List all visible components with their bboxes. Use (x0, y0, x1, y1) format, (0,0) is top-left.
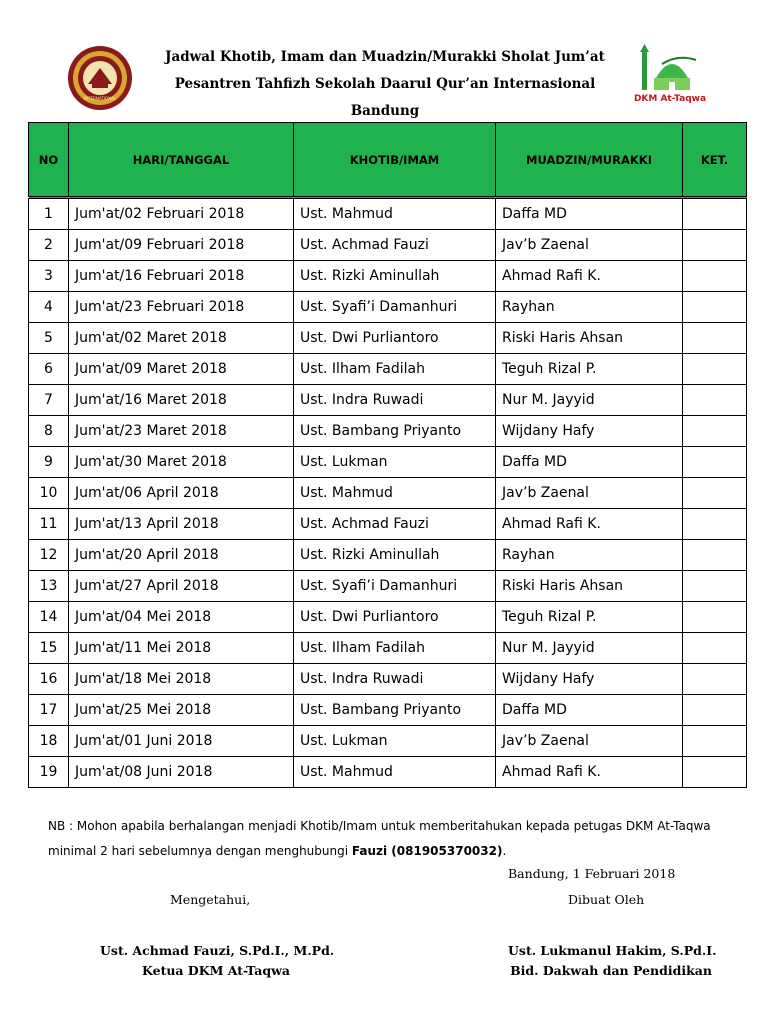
cell-no: 15 (29, 633, 69, 664)
table-row (29, 695, 747, 726)
cell-date: Jum'at/27 April 2018 (69, 571, 294, 602)
cell-no: 19 (29, 757, 69, 788)
cell-khotib: Ust. Ilham Fadilah (294, 354, 496, 385)
place-date: Bandung, 1 Februari 2018 (508, 866, 676, 881)
cell-muadzin: Teguh Rizal P. (496, 602, 683, 633)
header-institution: Pesantren Tahfizh Sekolah Daarul Qur’an Internasional Bandung (174, 76, 596, 119)
cell-khotib: Ust. Rizki Aminullah (294, 261, 496, 292)
header-ket: KET. (683, 123, 747, 198)
cell-khotib: Ust. Mahmud (294, 198, 496, 230)
cell-no: 16 (29, 664, 69, 695)
cell-muadzin: Rayhan (496, 540, 683, 571)
cell-muadzin: Daffa MD (496, 447, 683, 478)
cell-date: Jum'at/11 Mei 2018 (69, 633, 294, 664)
schedule-table (28, 122, 747, 788)
cell-date: Jum'at/16 Maret 2018 (69, 385, 294, 416)
table-body (29, 198, 747, 788)
cell-ket (683, 198, 747, 230)
table-row (29, 230, 747, 261)
cell-muadzin: Ahmad Rafi K. (496, 509, 683, 540)
right-signatory-name: Ust. Lukmanul Hakim, S.Pd.I. (508, 943, 717, 958)
cell-ket (683, 478, 747, 509)
note-paragraph (48, 814, 738, 864)
table-row (29, 198, 747, 230)
cell-no: 18 (29, 726, 69, 757)
cell-muadzin: Ahmad Rafi K. (496, 261, 683, 292)
cell-no: 2 (29, 230, 69, 261)
cell-muadzin: Riski Haris Ahsan (496, 323, 683, 354)
cell-no: 14 (29, 602, 69, 633)
cell-khotib: Ust. Dwi Purliantoro (294, 323, 496, 354)
cell-muadzin: Riski Haris Ahsan (496, 571, 683, 602)
table-row (29, 726, 747, 757)
table-row (29, 757, 747, 788)
table-row (29, 385, 747, 416)
cell-muadzin: Wijdany Hafy (496, 416, 683, 447)
cell-muadzin: Daffa MD (496, 198, 683, 230)
table-row (29, 633, 747, 664)
cell-date: Jum'at/09 Maret 2018 (69, 354, 294, 385)
cell-no: 10 (29, 478, 69, 509)
cell-date: Jum'at/09 Februari 2018 (69, 230, 294, 261)
left-signatory-title: Ketua DKM At-Taqwa (142, 963, 290, 978)
cell-ket (683, 602, 747, 633)
cell-no: 7 (29, 385, 69, 416)
cell-ket (683, 509, 747, 540)
cell-muadzin: Jav’b Zaenal (496, 726, 683, 757)
table-row (29, 664, 747, 695)
cell-khotib: Ust. Indra Ruwadi (294, 664, 496, 695)
table-header-row (29, 123, 747, 198)
cell-date: Jum'at/16 Februari 2018 (69, 261, 294, 292)
cell-ket (683, 261, 747, 292)
cell-ket (683, 292, 747, 323)
dkm-logo-caption: DKM At-Taqwa (633, 94, 707, 104)
cell-muadzin: Daffa MD (496, 695, 683, 726)
cell-no: 9 (29, 447, 69, 478)
table-row (29, 323, 747, 354)
cell-muadzin: Rayhan (496, 292, 683, 323)
table-row (29, 571, 747, 602)
cell-date: Jum'at/23 Maret 2018 (69, 416, 294, 447)
cell-khotib: Ust. Lukman (294, 726, 496, 757)
cell-date: Jum'at/01 Juni 2018 (69, 726, 294, 757)
table-row (29, 602, 747, 633)
cell-khotib: Ust. Syafi’i Damanhuri (294, 571, 496, 602)
table-row (29, 540, 747, 571)
cell-date: Jum'at/25 Mei 2018 (69, 695, 294, 726)
header-date: HARI/TANGGAL (69, 123, 294, 198)
table-row (29, 354, 747, 385)
cell-khotib: Ust. Rizki Aminullah (294, 540, 496, 571)
cell-khotib: Ust. Bambang Priyanto (294, 416, 496, 447)
cell-khotib: Ust. Ilham Fadilah (294, 633, 496, 664)
cell-ket (683, 695, 747, 726)
crest-text: INTERNATIONAL (83, 96, 117, 101)
cell-ket (683, 664, 747, 695)
cell-ket (683, 385, 747, 416)
table-row (29, 292, 747, 323)
cell-date: Jum'at/13 April 2018 (69, 509, 294, 540)
cell-date: Jum'at/18 Mei 2018 (69, 664, 294, 695)
cell-muadzin: Teguh Rizal P. (496, 354, 683, 385)
cell-khotib: Ust. Bambang Priyanto (294, 695, 496, 726)
cell-date: Jum'at/30 Maret 2018 (69, 447, 294, 478)
table-row (29, 447, 747, 478)
cell-no: 17 (29, 695, 69, 726)
cell-ket (683, 323, 747, 354)
cell-date: Jum'at/08 Juni 2018 (69, 757, 294, 788)
cell-khotib: Ust. Lukman (294, 447, 496, 478)
note-end: . (502, 844, 507, 858)
cell-date: Jum'at/23 Februari 2018 (69, 292, 294, 323)
cell-khotib: Ust. Mahmud (294, 478, 496, 509)
cell-khotib: Ust. Achmad Fauzi (294, 230, 496, 261)
cell-no: 11 (29, 509, 69, 540)
cell-no: 5 (29, 323, 69, 354)
cell-no: 13 (29, 571, 69, 602)
table-row (29, 416, 747, 447)
cell-no: 6 (29, 354, 69, 385)
cell-khotib: Ust. Achmad Fauzi (294, 509, 496, 540)
cell-date: Jum'at/02 Februari 2018 (69, 198, 294, 230)
cell-no: 4 (29, 292, 69, 323)
cell-ket (683, 633, 747, 664)
cell-ket (683, 354, 747, 385)
cell-khotib: Ust. Mahmud (294, 757, 496, 788)
cell-khotib: Ust. Dwi Purliantoro (294, 602, 496, 633)
header-khotib: KHOTIB/IMAM (294, 123, 496, 198)
left-signatory-name: Ust. Achmad Fauzi, S.Pd.I., M.Pd. (100, 943, 335, 958)
cell-khotib: Ust. Syafi’i Damanhuri (294, 292, 496, 323)
table-row (29, 478, 747, 509)
prepared-by-label: Dibuat Oleh (568, 892, 645, 907)
right-signatory-title: Bid. Dakwah dan Pendidikan (510, 963, 712, 978)
cell-ket (683, 416, 747, 447)
cell-date: Jum'at/04 Mei 2018 (69, 602, 294, 633)
header-no: NO (29, 123, 69, 198)
header-muadzin: MUADZIN/MURAKKI (496, 123, 683, 198)
cell-ket (683, 230, 747, 261)
cell-date: Jum'at/06 April 2018 (69, 478, 294, 509)
cell-no: 3 (29, 261, 69, 292)
cell-muadzin: Nur M. Jayyid (496, 385, 683, 416)
cell-muadzin: Jav’b Zaenal (496, 478, 683, 509)
cell-date: Jum'at/02 Maret 2018 (69, 323, 294, 354)
acknowledged-label: Mengetahui, (170, 892, 251, 907)
header-title: Jadwal Khotib, Imam dan Muadzin/Murakki Sholat Jum’at (165, 49, 605, 65)
cell-no: 12 (29, 540, 69, 571)
cell-date: Jum'at/20 April 2018 (69, 540, 294, 571)
cell-no: 8 (29, 416, 69, 447)
cell-muadzin: Ahmad Rafi K. (496, 757, 683, 788)
cell-muadzin: Jav’b Zaenal (496, 230, 683, 261)
cell-ket (683, 447, 747, 478)
cell-muadzin: Nur M. Jayyid (496, 633, 683, 664)
note-text: NB : Mohon apabila berhalangan menjadi Khotib/Imam untuk memberitahukan kepada petugas DKM At-Taqwa minimal 2 hari sebelumnya dengan menghubungi (48, 819, 711, 858)
note-contact: Fauzi (081905370032) (351, 844, 503, 858)
table-row (29, 509, 747, 540)
cell-khotib: Ust. Indra Ruwadi (294, 385, 496, 416)
cell-ket (683, 571, 747, 602)
table-row (29, 261, 747, 292)
cell-no: 1 (29, 198, 69, 230)
school-crest-icon (62, 44, 138, 112)
cell-ket (683, 726, 747, 757)
cell-ket (683, 757, 747, 788)
cell-ket (683, 540, 747, 571)
cell-muadzin: Wijdany Hafy (496, 664, 683, 695)
